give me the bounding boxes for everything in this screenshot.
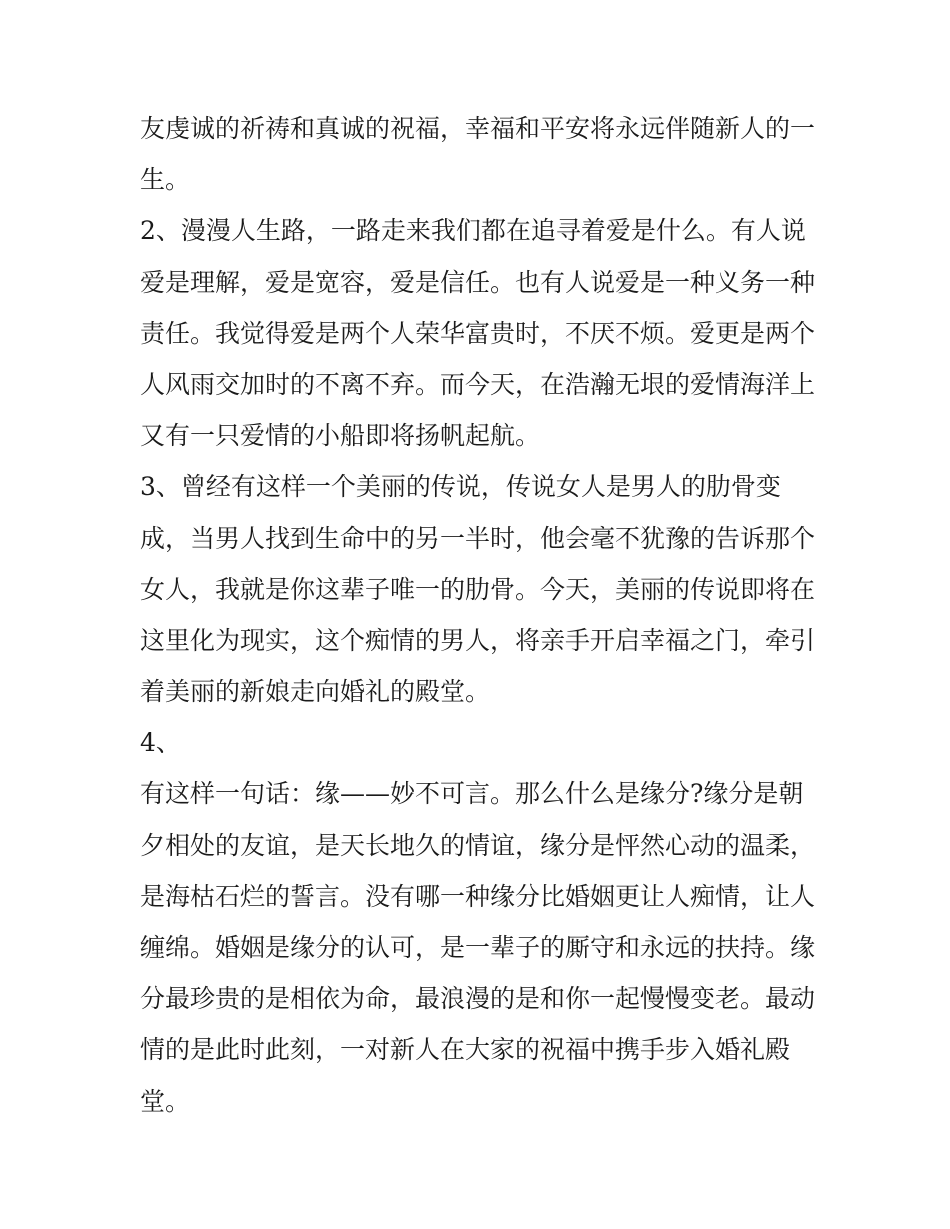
text-line: 这里化为现实，这个痴情的男人，将亲手开启幸福之门，牵引 bbox=[140, 625, 816, 655]
text-line: 堂。 bbox=[140, 1086, 191, 1116]
text-line: 情的是此时此刻，一对新人在大家的祝福中携手步入婚礼殿 bbox=[140, 1035, 791, 1065]
text-line: 人风雨交加时的不离不弃。而今天，在浩瀚无垠的爱情海洋上 bbox=[140, 369, 816, 399]
text-line: 成，当男人找到生命中的另一半时，他会毫不犹豫的告诉那个 bbox=[140, 523, 816, 553]
text-line: 缠绵。婚姻是缘分的认可，是一辈子的厮守和永远的扶持。缘 bbox=[140, 933, 816, 962]
text-line: 4、 bbox=[140, 728, 181, 758]
text-line: 是海枯石烂的誓言。没有哪一种缘分比婚姻更让人痴情，让人 bbox=[140, 881, 816, 911]
text-line: 爱是理解，爱是宽容，爱是信任。也有人说爱是一种义务一种 bbox=[140, 267, 816, 297]
text-line: 又有一只爱情的小船即将扬帆起航。 bbox=[140, 421, 541, 451]
text-line: 着美丽的新娘走向婚礼的殿堂。 bbox=[140, 677, 491, 707]
text-line: 3、曾经有这样一个美丽的传说，传说女人是男人的肋骨变 bbox=[140, 472, 781, 502]
text-line: 2、漫漫人生路，一路走来我们都在追寻着爱是什么。有人说 bbox=[140, 216, 806, 246]
text-line: 夕相处的友谊，是天长地久的情谊，缘分是怦然心动的温柔， bbox=[140, 830, 816, 860]
text-line: 责任。我觉得爱是两个人荣华富贵时，不厌不烦。爱更是两个 bbox=[140, 318, 816, 348]
text-line: 分最珍贵的是相依为命，最浪漫的是和你一起慢慢变老。最动 bbox=[140, 984, 816, 1014]
text-line: 女人，我就是你这辈子唯一的肋骨。今天，美丽的传说即将在 bbox=[140, 574, 816, 604]
text-line: 生。 bbox=[140, 165, 191, 195]
text-line: 友虔诚的祈祷和真诚的祝福，幸福和平安将永远伴随新人的一 bbox=[140, 114, 816, 143]
text-line: 有这样一句话：缘——妙不可言。那么什么是缘分?缘分是朝 bbox=[140, 779, 804, 809]
document-body bbox=[140, 103, 820, 1127]
